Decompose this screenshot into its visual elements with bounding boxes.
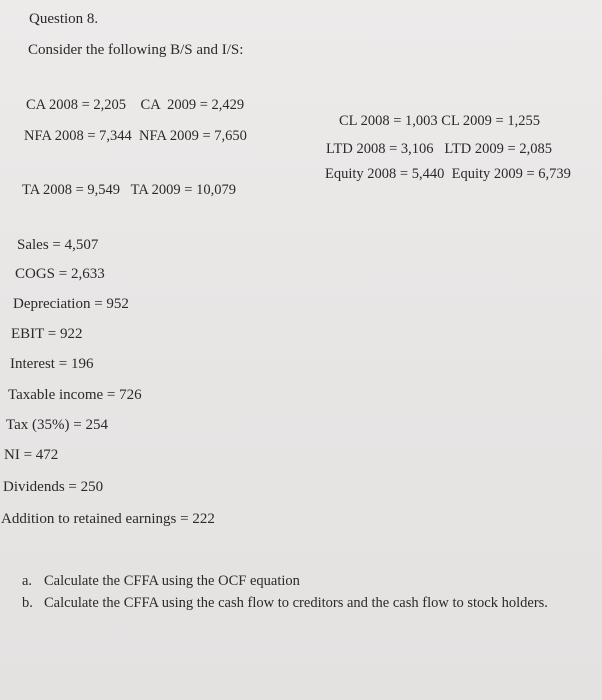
equity-line: Equity 2008 = 5,440 Equity 2009 = 6,739	[325, 166, 571, 182]
question-title: Question 8.	[29, 11, 99, 27]
income-statement-line: COGS = 2,633	[15, 266, 105, 282]
task-marker: a.	[22, 573, 33, 589]
task-item	[22, 594, 582, 612]
current-assets-line: CA 2008 = 2,205 CA 2009 = 2,429	[26, 97, 245, 113]
income-statement-line: Tax (35%) = 254	[6, 417, 108, 433]
income-statement-line: Interest = 196	[10, 356, 94, 372]
income-statement-line: Taxable income = 726	[8, 387, 142, 403]
total-assets-line: TA 2008 = 9,549 TA 2009 = 10,079	[22, 182, 236, 198]
income-statement-line: NI = 472	[4, 447, 59, 463]
income-statement-line: EBIT = 922	[11, 326, 83, 342]
net-fixed-assets-line: NFA 2008 = 7,344 NFA 2009 = 7,650	[24, 128, 247, 144]
task-list	[22, 572, 582, 616]
income-statement-line: Dividends = 250	[3, 479, 104, 495]
task-text: Calculate the CFFA using the cash flow to creditors and the cash flow to stock holders.	[44, 595, 548, 611]
long-term-debt-line: LTD 2008 = 3,106 LTD 2009 = 2,085	[326, 141, 552, 157]
task-item	[22, 572, 582, 590]
income-statement-line: Addition to retained earnings = 222	[1, 511, 215, 527]
task-text: Calculate the CFFA using the OCF equation	[44, 573, 300, 589]
question-intro: Consider the following B/S and I/S:	[28, 42, 244, 58]
current-liabilities-line: CL 2008 = 1,003 CL 2009 = 1,255	[339, 113, 540, 129]
income-statement-line: Sales = 4,507	[17, 237, 99, 253]
task-marker: b.	[22, 595, 33, 611]
income-statement-line: Depreciation = 952	[13, 296, 129, 312]
